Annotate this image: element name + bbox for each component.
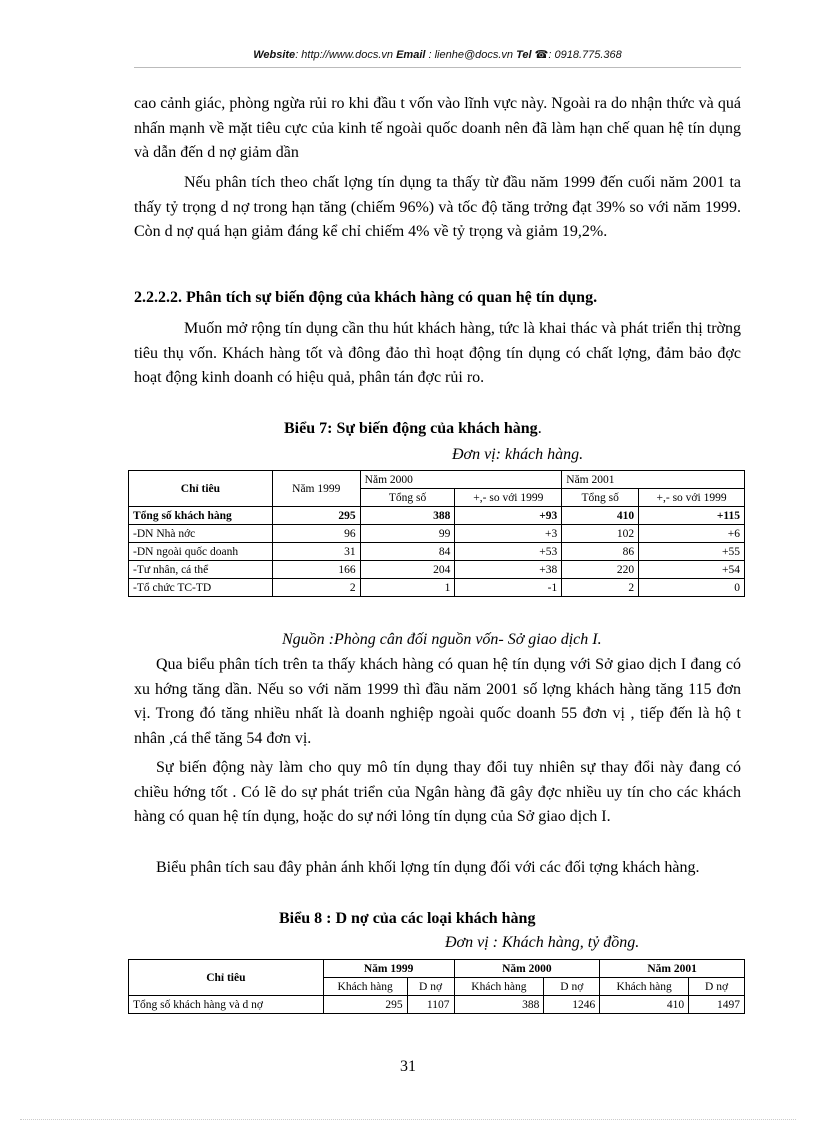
table7-cell-change-2000: +93 [455,507,562,525]
table7-cell-change-2000: +53 [455,543,562,561]
table7-cell-total-2000: 204 [360,561,455,579]
table-row [129,561,745,579]
table7-cell-label: -DN ngoài quốc doanh [129,543,273,561]
table7-cell-label: -DN Nhà nớc [129,525,273,543]
table7-cell-change-2001: +6 [639,525,745,543]
table7-header-tongso-2000: Tổng số [360,489,455,507]
table7-cell-label: Tổng số khách hàng [129,507,273,525]
table7-cell-change-2001: 0 [639,579,745,597]
table7-cell-total-2001: 220 [562,561,639,579]
table7-caption-title: Biểu 7: Sự biến động của khách hàng [284,420,538,437]
table8-cell-kh-1999: 295 [323,996,407,1014]
table8-cell-kh-2000: 388 [454,996,544,1014]
table7-cell-total-2001: 86 [562,543,639,561]
table7-cell-1999: 31 [272,543,360,561]
table7-cell-change-2001: +54 [639,561,745,579]
table8-caption: Biểu 8 : D nợ của các loại khách hàng [279,910,536,927]
table7-caption [284,420,542,438]
table8-header-duno-1999: D nợ [407,978,454,996]
table7-cell-total-2000: 1 [360,579,455,597]
page-number: 31 [400,1058,416,1075]
email-value: : lienhe@docs.vn [428,49,514,61]
table-row [129,543,745,561]
analysis-paragraph-2: Sự biến động này làm cho quy mô tín dụng thay đổi tuy nhiên sự thay đổi này đang có chiều hớng tốt . Có lẽ do sự phát triển của Ngân hàng đã gây đợc nhiều uy tín cho các khách hàng có quan hệ tín dụng, hoặc do sự nới lỏng tín dụng của Sở giao dịch I. [134,759,741,825]
table-row [129,525,745,543]
table7-source: Nguồn :Phòng cân đối nguồn vốn- Sở giao dịch I. [282,631,602,648]
table7-cell-change-2000: -1 [455,579,562,597]
page-header [134,48,741,61]
table7-cell-change-2001: +115 [639,507,745,525]
table7-cell-total-2000: 84 [360,543,455,561]
table7-header-1999: Năm 1999 [272,471,360,507]
table8 [128,959,745,1014]
table7-header-2001: Năm 2001 [562,471,745,489]
table8-header-2000: Năm 2000 [454,960,600,978]
table-row [129,579,745,597]
table8-header-duno-2000: D nợ [544,978,600,996]
page-bottom-divider [20,1119,796,1120]
table7-cell-total-2001: 102 [562,525,639,543]
table7-cell-1999: 295 [272,507,360,525]
table7-caption-period: . [537,420,542,437]
table7-header-change-2000: +,- so với 1999 [455,489,562,507]
table7-unit: Đơn vị: khách hàng. [452,446,584,463]
table7-cell-1999: 96 [272,525,360,543]
website-label: Website [253,49,296,61]
table7-cell-change-2001: +55 [639,543,745,561]
phone-icon: ☎ [534,49,549,61]
table-row [129,996,745,1014]
table7 [128,470,745,597]
table8-header-kh-2000: Khách hàng [454,978,544,996]
analysis-paragraph-1: Qua biểu phân tích trên ta thấy khách hàng có quan hệ tín dụng với Sở giao dịch I đang có xu hớng tăng dần. Nếu so với năm 1999 thì đầu năm 2001 số lợng khách hàng tăng 115 đơn vị. Trong đó tăng nhiều nhất là doanh nghiệp ngoài quốc doanh 55 đơn vị , tiếp đến là hộ t nhân ,cá thể tăng 54 đơn vị. [134,656,741,747]
table7-cell-total-2000: 99 [360,525,455,543]
intro-paragraph-2: Nếu phân tích theo chất lợng tín dụng ta thấy từ đầu năm 1999 đến cuối năm 2001 ta thấy tỷ trọng d nợ trong hạn tăng (chiếm 96%) và tốc độ tăng trởng đạt 39% so với năm 1999. Còn d nợ quá hạn giảm đáng kể chỉ chiếm 4% về tỷ trọng và giảm 19,2%. [134,174,741,240]
table7-header-chitieu: Chỉ tiêu [129,471,273,507]
table8-header-2001: Năm 2001 [600,960,745,978]
table7-header-2000: Năm 2000 [360,471,562,489]
table8-unit: Đơn vị : Khách hàng, tỷ đồng. [445,934,640,951]
table7-cell-1999: 2 [272,579,360,597]
table8-cell-duno-2001: 1497 [689,996,745,1014]
tel-value: : 0918.775.368 [548,49,622,61]
table8-cell-kh-2001: 410 [600,996,689,1014]
table7-cell-total-2001: 410 [562,507,639,525]
table7-cell-total-2001: 2 [562,579,639,597]
table7-header-change-2001: +,- so với 1999 [639,489,745,507]
table8-cell-label: Tổng số khách hàng và d nợ [129,996,324,1014]
table8-header-1999: Năm 1999 [323,960,454,978]
table7-cell-change-2000: +3 [455,525,562,543]
table7-cell-label: -Tư nhân, cá thể [129,561,273,579]
table7-header-tongso-2001: Tổng số [562,489,639,507]
table7-cell-1999: 166 [272,561,360,579]
analysis-paragraph-3: Biểu phân tích sau đây phản ánh khối lợng tín dụng đối với các đối tợng khách hàng. [156,859,700,876]
section-paragraph: Muốn mở rộng tín dụng cần thu hút khách hàng, tức là khai thác và phát triển thị trờng tiêu thụ vốn. Khách hàng tốt và đông đảo thì hoạt động tín dụng có chất lợng, đảm bảo đợc hoạt động kinh doanh có hiệu quả, phân tán đợc rủi ro. [134,320,741,386]
table8-header-kh-2001: Khách hàng [600,978,689,996]
table8-header-duno-2001: D nợ [689,978,745,996]
email-label: Email [396,49,426,61]
website-value: : http://www.docs.vn [295,49,394,61]
table8-cell-duno-2000: 1246 [544,996,600,1014]
intro-paragraph-1: cao cảnh giác, phòng ngừa rủi ro khi đầu t vốn vào lĩnh vực này. Ngoài ra do nhận thức và quá nhấn mạnh về mặt tiêu cực của kinh tế ngoài quốc doanh nên đã làm hạn chế quan hệ tín dụng và dẫn đến d nợ giảm dần [134,95,741,161]
table8-header-chitieu: Chỉ tiêu [129,960,324,996]
table7-cell-total-2000: 388 [360,507,455,525]
tel-label: Tel [516,49,532,61]
table8-cell-duno-1999: 1107 [407,996,454,1014]
table7-cell-change-2000: +38 [455,561,562,579]
table7-cell-label: -Tổ chức TC-TD [129,579,273,597]
section-heading: 2.2.2.2. Phân tích sự biến động của khách hàng có quan hệ tín dụng. [134,289,598,306]
table8-header-kh-1999: Khách hàng [323,978,407,996]
header-divider [134,67,741,68]
table-row [129,507,745,525]
